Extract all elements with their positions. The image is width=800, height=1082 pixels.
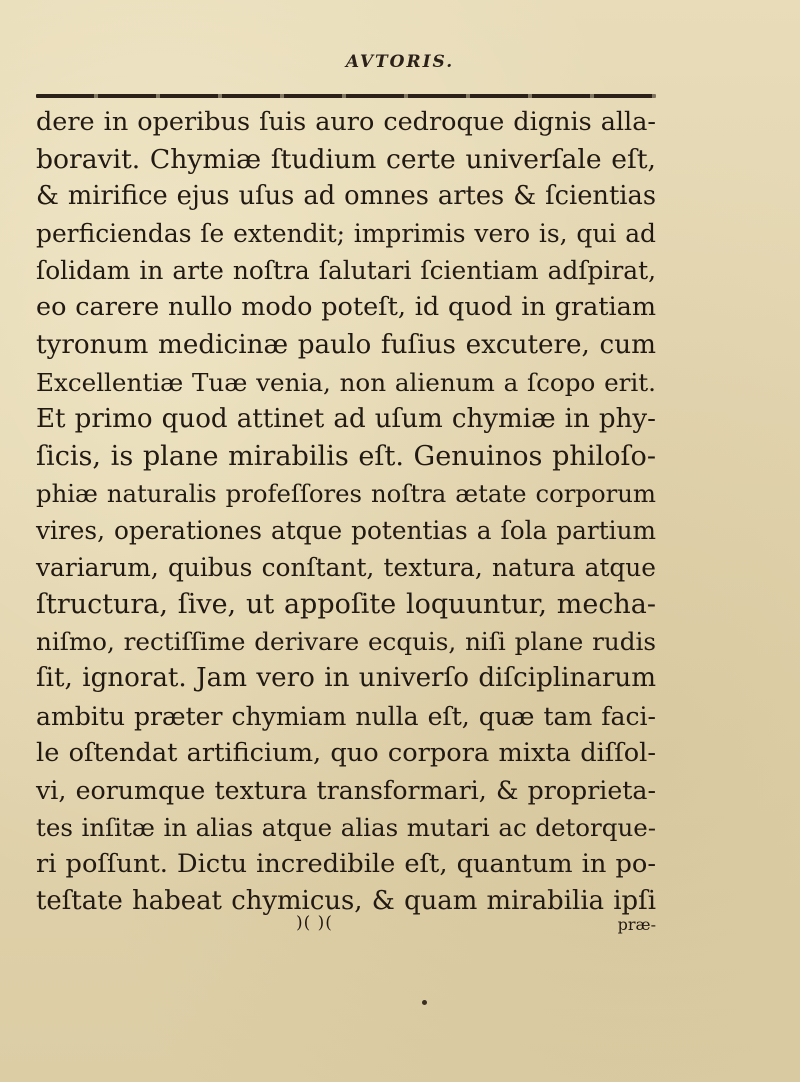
text-line: vires, operationes atque potentias a ſola partium [36,516,656,546]
text-line: ambitu præter chymiam nulla eſt, quæ tam faci- [36,701,656,731]
text-line: ri poſſunt. Dictu incredibile eſt, quantum in po- [36,848,656,879]
body-text [36,104,656,920]
text-line: tes inſitæ in alias atque alias mutari ac detorque- [36,812,656,842]
page-footer [36,913,656,943]
text-line: dere in operibus ſuis auro cedroque dignis alla- [36,107,656,137]
text-line: vi, eorumque textura transformari, & proprieta- [36,775,656,805]
text-line: eo carere nullo modo poteſt, id quod in gratiam [36,292,656,323]
text-line: Et primo quod attinet ad uſum chymiæ in phy- [36,403,656,434]
text-line: ſicis, is plane mirabilis eſt. Genuinos philoſo- [36,440,656,472]
text-line: ſit, ignorat. Jam vero in univerſo diſciplinarum [36,663,656,694]
text-line: perficiendas ſe extendit; imprimis vero is, qui ad [36,219,656,249]
text-line: boravit. Chymiæ ſtudium certe univerſale eſt, [36,144,656,176]
catchword: præ- [617,915,656,934]
text-line: ſtructura, ſive, ut appoſite loquuntur, mecha- [36,589,656,621]
text-line: le oſtendat artificium, quo corpora mixta diſſol- [36,737,656,768]
ink-speck [422,1000,427,1005]
text-line: Excellentiæ Tuæ venia, non alienum a ſcopo erit. [36,367,656,397]
text-line: & mirifice ejus uſus ad omnes artes & ſcientias [36,181,656,212]
text-line: variarum, quibus conſtant, textura, natura atque [36,553,656,583]
text-line: teſtate habeat chymicus, & quam mirabilia ipſi [36,885,656,916]
running-header: AVTORIS. [345,52,455,72]
header-rule [36,94,656,98]
text-line: tyronum medicinæ paulo fuſius excutere, cum [36,329,656,360]
text-line: phiæ naturalis profeſſores noſtra ætate corporum [36,478,656,508]
text-line: niſmo, rectiſſime derivare ecquis, niſi plane rudis [36,627,656,657]
signature-mark: )( )( [296,913,333,933]
text-line: ſolidam in arte noſtra ſalutari ſcientiam adſpirat, [36,256,656,286]
